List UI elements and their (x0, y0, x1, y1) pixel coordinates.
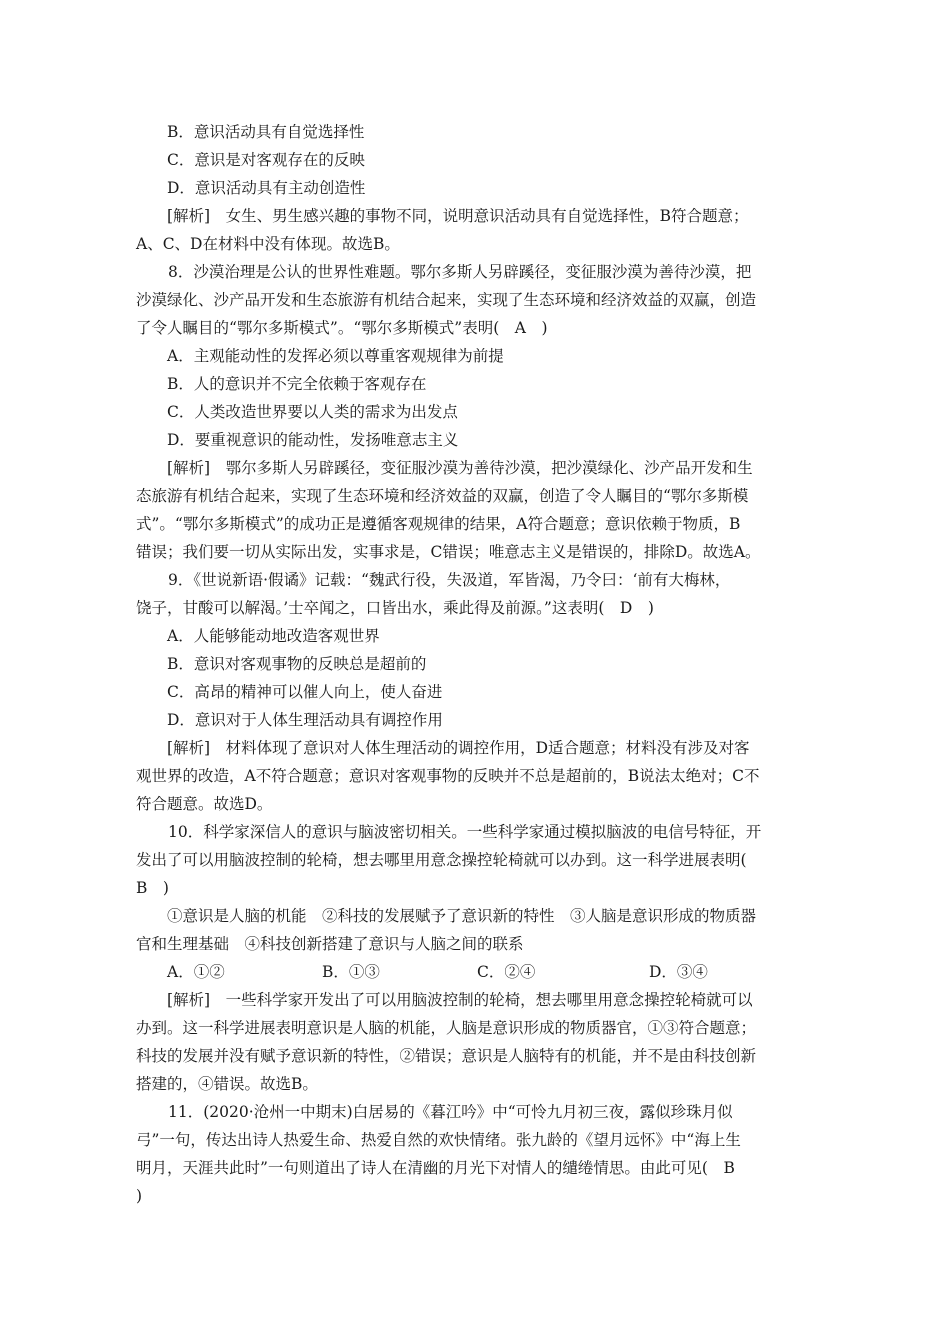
text-line: B．人的意识并不完全依赖于客观存在 (167, 375, 427, 393)
text-line: 符合题意。故选D。 (136, 795, 273, 813)
text-line: 10．科学家深信人的意识与脑波密切相关。一些科学家通过模拟脑波的电信号特征，开 (168, 823, 762, 841)
text-line: C．人类改造世界要以人类的需求为出发点 (167, 403, 458, 421)
text-line: ) (136, 1187, 143, 1205)
text-line: C．高昂的精神可以催人向上，使人奋进 (167, 683, 443, 701)
text-line: A、C、D在材料中没有体现。故选B。 (136, 235, 400, 253)
text-line: D．意识对于人体生理活动具有调控作用 (167, 711, 443, 729)
text-block-lower (136, 986, 816, 1210)
text-line: B．意识对客观事物的反映总是超前的 (167, 655, 427, 673)
document-page (136, 118, 816, 1210)
text-line: [解析] 一些科学家开发出了可以用脑波控制的轮椅，想去哪里用意念操控轮椅就可以 (167, 991, 753, 1009)
text-line: B．意识活动具有自觉选择性 (167, 123, 365, 141)
text-line: 发出了可以用脑波控制的轮椅，想去哪里用意念操控轮椅就可以办到。这一科学进展表明( (136, 851, 747, 869)
text-line: 了令人瞩目的“鄂尔多斯模式”。“鄂尔多斯模式”表明( A ) (136, 319, 548, 337)
text-line: 观世界的改造，A不符合题意；意识对客观事物的反映并不总是超前的，B说法太绝对；C不 (136, 767, 760, 785)
text-line: 11．(2020·沧州一中期末)白居易的《暮江吟》中“可怜九月初三夜，露似珍珠月似 (168, 1103, 733, 1121)
text-line: [解析] 鄂尔多斯人另辟蹊径，变征服沙漠为善待沙漠，把沙漠绿化、沙产品开发和生 (167, 459, 753, 477)
text-block-upper (136, 118, 816, 958)
option-b: B．①③ (322, 963, 380, 981)
text-line: 弓”一句，传达出诗人热爱生命、热爱自然的欢快情绪。张九龄的《望月远怀》中“海上生 (136, 1131, 741, 1149)
text-line: 9．《世说新语·假谲》记载：“魏武行役，失汲道，军皆渴，乃令曰：‘前有大梅林， (168, 571, 731, 589)
text-line: 错误；我们要一切从实际出发，实事求是，C错误；唯意志主义是错误的，排除D。故选A。 (136, 543, 761, 561)
text-line: 饶子，甘酸可以解渴。’士卒闻之，口皆出水，乘此得及前源。”这表明( D ) (136, 599, 654, 617)
text-line: 官和生理基础 ④科技创新搭建了意识与人脑之间的联系 (136, 935, 524, 953)
text-line: D．要重视意识的能动性，发扬唯意志主义 (167, 431, 459, 449)
options-row (136, 958, 816, 986)
text-line: 态旅游有机结合起来，实现了生态环境和经济效益的双赢，创造了令人瞩目的“鄂尔多斯模 (136, 487, 749, 505)
text-line: A．主观能动性的发挥必须以尊重客观规律为前提 (167, 347, 504, 365)
text-line: ①意识是人脑的机能 ②科技的发展赋予了意识新的特性 ③人脑是意识形成的物质器 (167, 907, 757, 925)
text-line: 式”。“鄂尔多斯模式”的成功正是遵循客观规律的结果，A符合题意；意识依赖于物质，B (136, 515, 741, 533)
text-line: 搭建的，④错误。故选B。 (136, 1075, 318, 1093)
option-c: C．②④ (477, 963, 536, 981)
option-d: D．③④ (649, 963, 708, 981)
text-line: [解析] 女生、男生感兴趣的事物不同，说明意识活动具有自觉选择性，B符合题意； (167, 207, 749, 225)
text-line: A．人能够能动地改造客观世界 (167, 627, 380, 645)
text-line: [解析] 材料体现了意识对人体生理活动的调控作用，D适合题意；材料没有涉及对客 (167, 739, 750, 757)
text-line: B ) (136, 879, 169, 897)
option-a: A．①② (167, 963, 225, 981)
text-line: 明月，天涯共此时”一句则道出了诗人在清幽的月光下对情人的缱绻情思。由此可见( B (136, 1159, 735, 1177)
text-line: D．意识活动具有主动创造性 (167, 179, 366, 197)
text-line: C．意识是对客观存在的反映 (167, 151, 365, 169)
text-line: 8．沙漠治理是公认的世界性难题。鄂尔多斯人另辟蹊径，变征服沙漠为善待沙漠，把 (168, 263, 752, 281)
text-line: 沙漠绿化、沙产品开发和生态旅游有机结合起来，实现了生态环境和经济效益的双赢，创造 (136, 291, 757, 309)
text-line: 办到。这一科学进展表明意识是人脑的机能，人脑是意识形成的物质器官，①③符合题意； (136, 1019, 757, 1037)
text-line: 科技的发展并没有赋予意识新的特性，②错误；意识是人脑特有的机能，并不是由科技创新 (136, 1047, 757, 1065)
